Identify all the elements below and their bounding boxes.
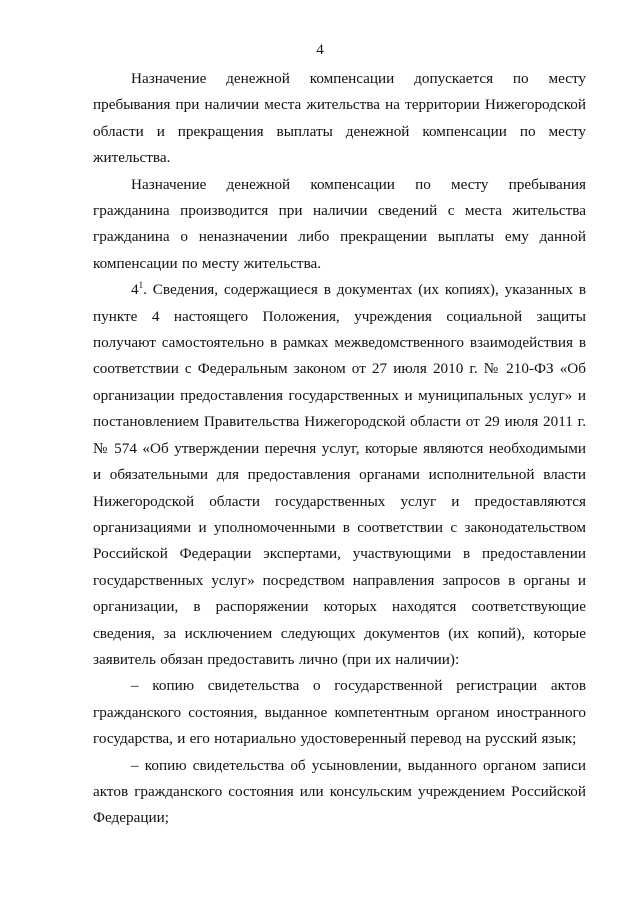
list-item-registration-certificate: – копию свидетельства о государственной регистрации актов гражданского состояния, выданное компетентным органом иностранного государства, и его нотариально удостоверенный перевод на русский язык; [93, 677, 586, 748]
clause-text: Сведения, содержащиеся в документах (их копиях), указанных в пункте 4 настоящего Положения, учреждения социальной защиты получают самостоятельно в рамках межведомственного взаимодействия в соответствии с Федеральным законом от 27 июля 2010 г. № 210-ФЗ «Об организации предоставления государственных и муниципальных услуг» и постановлением Правительства Нижегородской области от 29 июля 2011 г. № 574 «Об утверждении перечня услуг, которые являются необходимыми и обязательными для предоставления органами исполнительной власти Нижегородской области государственных услуг и предоставляются организациями и уполномоченными в соответствии с законодательством Российской Федерации экспертами, участвующими в предоставлении государственных услуг» посредством направления запросов в органы и организации, в распоряжении которых находятся соответствующие сведения, за исключением следующих документов (их копий), которые заявитель обязан предоставить лично (при их наличии): [93, 281, 586, 668]
clause-superscript: 1 [138, 280, 144, 291]
document-body [93, 66, 586, 832]
paragraph-residence-compensation: Назначение денежной компенсации допускается по месту пребывания при наличии места жительства на территории Нижегородской области и прекращения выплаты денежной компенсации по месту жительства. [93, 70, 586, 167]
list-item-adoption-certificate: – копию свидетельства об усыновлении, выданного органом записи актов гражданского состояния или консульским учреждением Российской Федерации; [93, 756, 586, 827]
page-number: 4 [316, 42, 324, 58]
clause-suffix: . [143, 281, 147, 299]
clause-number: 4 [131, 281, 139, 299]
paragraph-clause-4-1 [93, 277, 586, 673]
paragraph-stay-compensation: Назначение денежной компенсации по месту пребывания гражданина производится при наличии сведений с места жительства гражданина о неназначении либо прекращении выплаты ему данной компенсации по месту жительства. [93, 175, 586, 272]
